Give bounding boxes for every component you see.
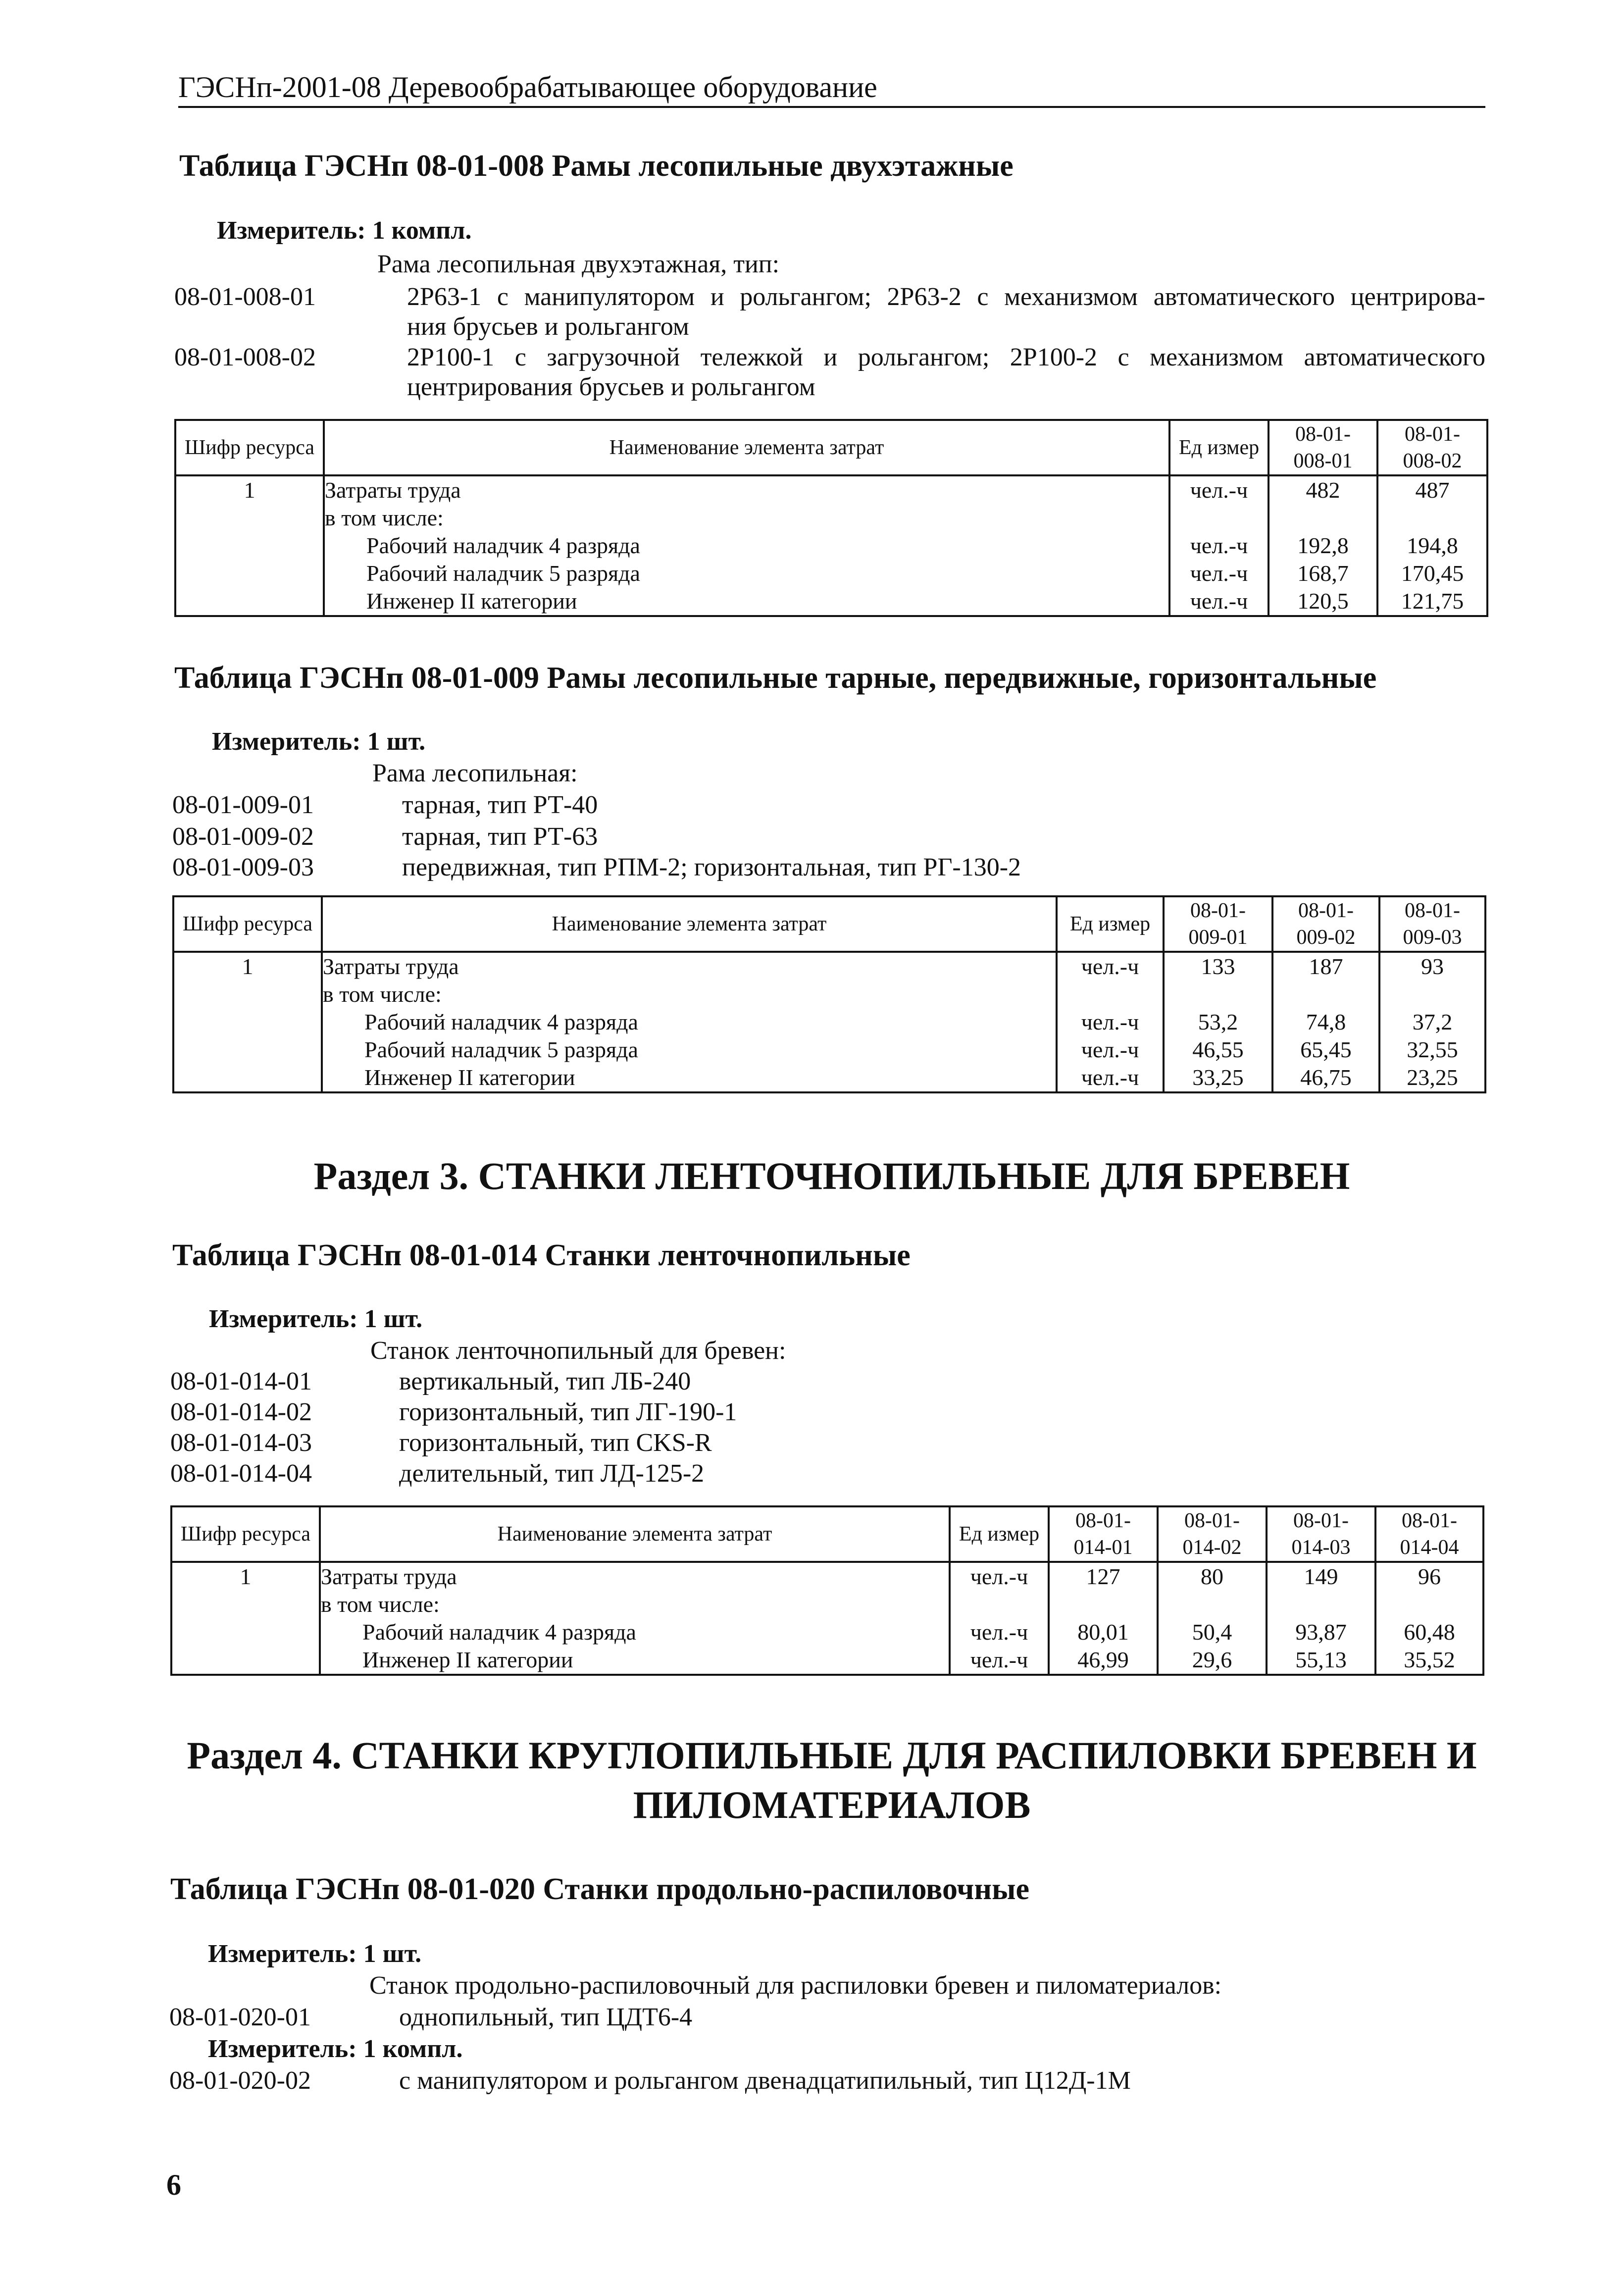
items-lead: Рама лесопильная двухэтажная, тип: bbox=[377, 250, 780, 278]
values-col: 487 194,8 170,45 121,75 bbox=[1377, 475, 1487, 616]
values-col: 482 192,8 168,7 120,5 bbox=[1269, 475, 1377, 616]
cost-names: Затраты труда в том числе: Рабочий наладчик 4 разряда Рабочий наладчик 5 разряда Инженер II категории bbox=[322, 952, 1057, 1092]
item-code: 08-01-009-03 bbox=[172, 853, 314, 881]
col-header-code: 08-01- 008-01 bbox=[1269, 420, 1377, 475]
item-code: 08-01-020-02 bbox=[169, 2066, 311, 2095]
item-code: 08-01-008-01 bbox=[174, 283, 316, 311]
item-text: передвижная, тип РПМ-2; горизонтальная, тип РГ-130-2 bbox=[402, 853, 1021, 881]
section-heading: Раздел 3. СТАНКИ ЛЕНТОЧНОПИЛЬНЫЕ ДЛЯ БРЕВЕН bbox=[313, 1154, 1350, 1197]
item-text: делительный, тип ЛД-125-2 bbox=[399, 1459, 705, 1488]
units: чел.-ч чел.-ч чел.-ч чел.-ч bbox=[1057, 952, 1164, 1092]
section-heading-cont: ПИЛОМАТЕРИАЛОВ bbox=[633, 1783, 1031, 1826]
item-text-cont: центрирования брусьев и рольгангом bbox=[407, 373, 815, 401]
col-header-code: 08-01- 014-04 bbox=[1375, 1506, 1483, 1562]
page-number: 6 bbox=[166, 2168, 181, 2201]
col-header-code: 08-01- 014-02 bbox=[1158, 1506, 1267, 1562]
units: чел.-ч чел.-ч чел.-ч bbox=[950, 1562, 1049, 1675]
item-text: 2Р100-1 с загрузочной тележкой и рольгангом; 2Р100-2 с механизмом автоматического bbox=[407, 343, 1485, 371]
table-row bbox=[173, 952, 1485, 1092]
table-row bbox=[171, 1562, 1483, 1675]
items-lead: Рама лесопильная: bbox=[372, 759, 578, 787]
values-col: 187 74,8 65,45 46,75 bbox=[1272, 952, 1379, 1092]
col-header-name: Наименование элемента затрат bbox=[322, 896, 1057, 952]
cost-table bbox=[170, 1505, 1484, 1676]
col-header-code: 08-01- 009-01 bbox=[1164, 896, 1272, 952]
cost-table bbox=[174, 419, 1488, 617]
measure-value: 1 компл. bbox=[363, 2035, 463, 2063]
col-header-res: Шифр ресурса bbox=[173, 896, 322, 952]
item-text: однопильный, тип ЦДТ6-4 bbox=[399, 2003, 693, 2031]
resource-code: 1 bbox=[171, 1562, 320, 1675]
item-code: 08-01-014-01 bbox=[170, 1367, 312, 1395]
table-title: Таблица ГЭСНп 08-01-020 Станки продольно-распиловочные bbox=[170, 1872, 1030, 1906]
measure-value: 1 компл. bbox=[372, 216, 472, 245]
measure-label: Измеритель: bbox=[208, 1940, 357, 1968]
measure-line bbox=[217, 216, 471, 245]
table-row bbox=[175, 475, 1487, 616]
cost-names: Затраты труда в том числе: Рабочий наладчик 4 разряда Рабочий наладчик 5 разряда Инженер II категории bbox=[324, 475, 1169, 616]
measure-label: Измеритель: bbox=[217, 216, 366, 245]
units: чел.-ч чел.-ч чел.-ч чел.-ч bbox=[1169, 475, 1269, 616]
table-title: Таблица ГЭСНп 08-01-014 Станки ленточнопильные bbox=[172, 1239, 911, 1272]
item-code: 08-01-020-01 bbox=[169, 2003, 311, 2031]
item-text: тарная, тип РТ-40 bbox=[402, 791, 598, 819]
col-header-code: 08-01- 009-02 bbox=[1272, 896, 1379, 952]
resource-code: 1 bbox=[173, 952, 322, 1092]
measure-label: Измеритель: bbox=[209, 1305, 358, 1333]
cost-table bbox=[172, 895, 1486, 1093]
measure-line bbox=[209, 1304, 422, 1334]
item-code: 08-01-009-01 bbox=[172, 791, 314, 819]
col-header-res: Шифр ресурса bbox=[171, 1506, 320, 1562]
values-col: 127 80,01 46,99 bbox=[1049, 1562, 1158, 1675]
col-header-unit: Ед измер bbox=[950, 1506, 1049, 1562]
header-rule bbox=[178, 106, 1485, 108]
section-heading: Раздел 4. СТАНКИ КРУГЛОПИЛЬНЫЕ ДЛЯ РАСПИЛОВКИ БРЕВЕН И bbox=[187, 1734, 1477, 1777]
measure-label: Измеритель: bbox=[208, 2035, 357, 2063]
col-header-code: 08-01- 008-02 bbox=[1377, 420, 1487, 475]
item-text: 2Р63-1 с манипулятором и рольгангом; 2Р63-2 с механизмом автоматического центрирова- bbox=[407, 283, 1485, 311]
item-text: с манипулятором и рольгангом двенадцатипильный, тип Ц12Д-1М bbox=[399, 2066, 1131, 2095]
measure-value: 1 шт. bbox=[363, 1940, 422, 1968]
measure-label: Измеритель: bbox=[212, 727, 361, 756]
item-code: 08-01-008-02 bbox=[174, 343, 316, 371]
header-row bbox=[175, 420, 1487, 475]
col-header-code: 08-01- 014-03 bbox=[1267, 1506, 1375, 1562]
running-header: ГЭСНп-2001-08 Деревообрабатывающее оборудование bbox=[178, 71, 877, 103]
resource-code: 1 bbox=[175, 475, 324, 616]
items-lead: Станок ленточнопильный для бревен: bbox=[370, 1337, 786, 1365]
col-header-code: 08-01- 014-01 bbox=[1049, 1506, 1158, 1562]
header-row bbox=[173, 896, 1485, 952]
col-header-unit: Ед измер bbox=[1169, 420, 1269, 475]
values-col: 80 50,4 29,6 bbox=[1158, 1562, 1267, 1675]
col-header-name: Наименование элемента затрат bbox=[320, 1506, 950, 1562]
item-code: 08-01-014-02 bbox=[170, 1398, 312, 1426]
values-col: 149 93,87 55,13 bbox=[1267, 1562, 1375, 1675]
item-text: вертикальный, тип ЛБ-240 bbox=[399, 1367, 691, 1395]
item-code: 08-01-009-02 bbox=[172, 823, 314, 851]
measure-line bbox=[212, 727, 425, 756]
measure-value: 1 шт. bbox=[364, 1305, 423, 1333]
col-header-res: Шифр ресурса bbox=[175, 420, 324, 475]
measure-line bbox=[208, 1939, 421, 1968]
values-col: 93 37,2 32,55 23,25 bbox=[1379, 952, 1485, 1092]
item-text: горизонтальный, тип ЛГ-190-1 bbox=[399, 1398, 737, 1426]
values-col: 133 53,2 46,55 33,25 bbox=[1164, 952, 1272, 1092]
item-text: горизонтальный, тип CKS-R bbox=[399, 1429, 712, 1457]
col-header-name: Наименование элемента затрат bbox=[324, 420, 1169, 475]
cost-names: Затраты труда в том числе: Рабочий наладчик 4 разряда Инженер II категории bbox=[320, 1562, 950, 1675]
header-row bbox=[171, 1506, 1483, 1562]
items-lead: Станок продольно-распиловочный для распиловки бревен и пиломатериалов: bbox=[369, 1971, 1222, 2000]
item-text-cont: ния брусьев и рольгангом bbox=[407, 312, 689, 341]
col-header-code: 08-01- 009-03 bbox=[1379, 896, 1485, 952]
item-code: 08-01-014-03 bbox=[170, 1429, 312, 1457]
measure-value: 1 шт. bbox=[367, 727, 426, 756]
table-title: Таблица ГЭСНп 08-01-009 Рамы лесопильные тарные, передвижные, горизонтальные bbox=[174, 661, 1377, 695]
measure-line bbox=[208, 2034, 462, 2064]
item-text: тарная, тип РТ-63 bbox=[402, 823, 598, 851]
item-code: 08-01-014-04 bbox=[170, 1459, 312, 1488]
values-col: 96 60,48 35,52 bbox=[1375, 1562, 1483, 1675]
table-title: Таблица ГЭСНп 08-01-008 Рамы лесопильные двухэтажные bbox=[179, 149, 1014, 183]
col-header-unit: Ед измер bbox=[1057, 896, 1164, 952]
